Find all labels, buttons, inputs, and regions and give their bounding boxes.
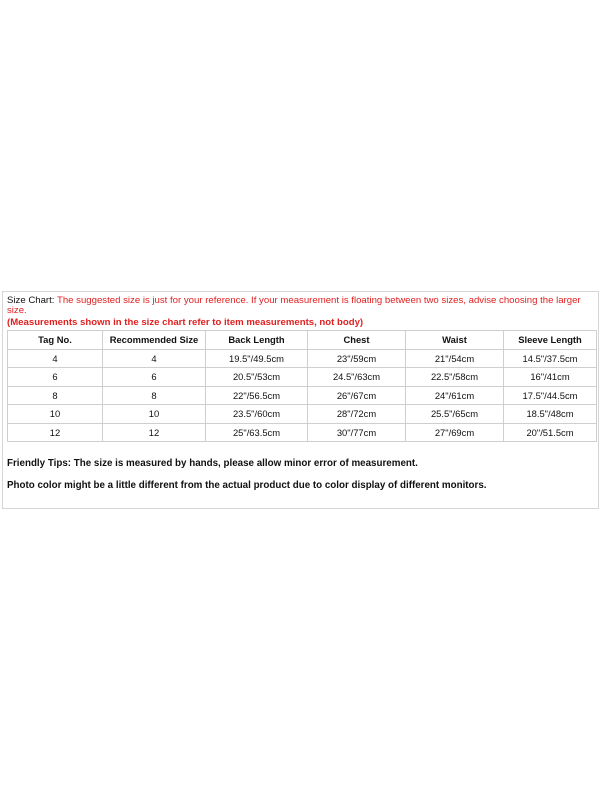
table-cell: 10 xyxy=(8,405,103,424)
table-cell: 18.5"/48cm xyxy=(504,405,597,424)
table-cell: 21"/54cm xyxy=(406,349,504,368)
table-cell: 20.5"/53cm xyxy=(206,368,308,387)
table-cell: 27"/69cm xyxy=(406,423,504,442)
table-cell: 22.5"/58cm xyxy=(406,368,504,387)
table-cell: 17.5"/44.5cm xyxy=(504,386,597,405)
table-cell: 6 xyxy=(103,368,206,387)
column-header-recommended-size: Recommended Size xyxy=(103,331,206,350)
table-cell: 14.5"/37.5cm xyxy=(504,349,597,368)
table-cell: 28"/72cm xyxy=(308,405,406,424)
table-cell: 10 xyxy=(103,405,206,424)
table-cell: 19.5"/49.5cm xyxy=(206,349,308,368)
table-cell: 20"/51.5cm xyxy=(504,423,597,442)
measurement-note: (Measurements shown in the size chart refer to item measurements, not body) xyxy=(7,317,364,329)
column-header-waist: Waist xyxy=(406,331,504,350)
table-cell: 12 xyxy=(8,423,103,442)
table-cell: 8 xyxy=(8,386,103,405)
table-cell: 30"/77cm xyxy=(308,423,406,442)
table-cell: 25.5"/65cm xyxy=(406,405,504,424)
size-chart-notice: The suggested size is just for your reference. If your measurement is floating between two sizes, advise choosing the larger size. xyxy=(7,295,581,316)
table-cell: 25"/63.5cm xyxy=(206,423,308,442)
table-row xyxy=(8,368,597,387)
table-row xyxy=(8,349,597,368)
table-row xyxy=(8,423,597,442)
column-header-back-length: Back Length xyxy=(206,331,308,350)
table-cell: 24.5"/63cm xyxy=(308,368,406,387)
table-cell: 6 xyxy=(8,368,103,387)
column-header-sleeve-length: Sleeve Length xyxy=(504,331,597,350)
photo-color-note: Photo color might be a little different from the actual product due to color display of different monitors. xyxy=(7,480,487,492)
table-cell: 23.5"/60cm xyxy=(206,405,308,424)
table-row xyxy=(8,405,597,424)
column-header-tag-no: Tag No. xyxy=(8,331,103,350)
table-row xyxy=(8,386,597,405)
table-cell: 4 xyxy=(8,349,103,368)
size-table xyxy=(7,330,597,442)
table-cell: 16"/41cm xyxy=(504,368,597,387)
friendly-tips: Friendly Tips: The size is measured by hands, please allow minor error of measurement. xyxy=(7,458,418,470)
table-cell: 12 xyxy=(103,423,206,442)
table-cell: 24"/61cm xyxy=(406,386,504,405)
table-cell: 22"/56.5cm xyxy=(206,386,308,405)
table-cell: 8 xyxy=(103,386,206,405)
table-cell: 26"/67cm xyxy=(308,386,406,405)
size-chart-label: Size Chart: xyxy=(7,295,55,306)
table-header-row xyxy=(8,331,597,350)
table-cell: 4 xyxy=(103,349,206,368)
table-cell: 23"/59cm xyxy=(308,349,406,368)
size-chart-panel xyxy=(2,291,599,509)
size-chart-intro xyxy=(7,296,595,315)
column-header-chest: Chest xyxy=(308,331,406,350)
